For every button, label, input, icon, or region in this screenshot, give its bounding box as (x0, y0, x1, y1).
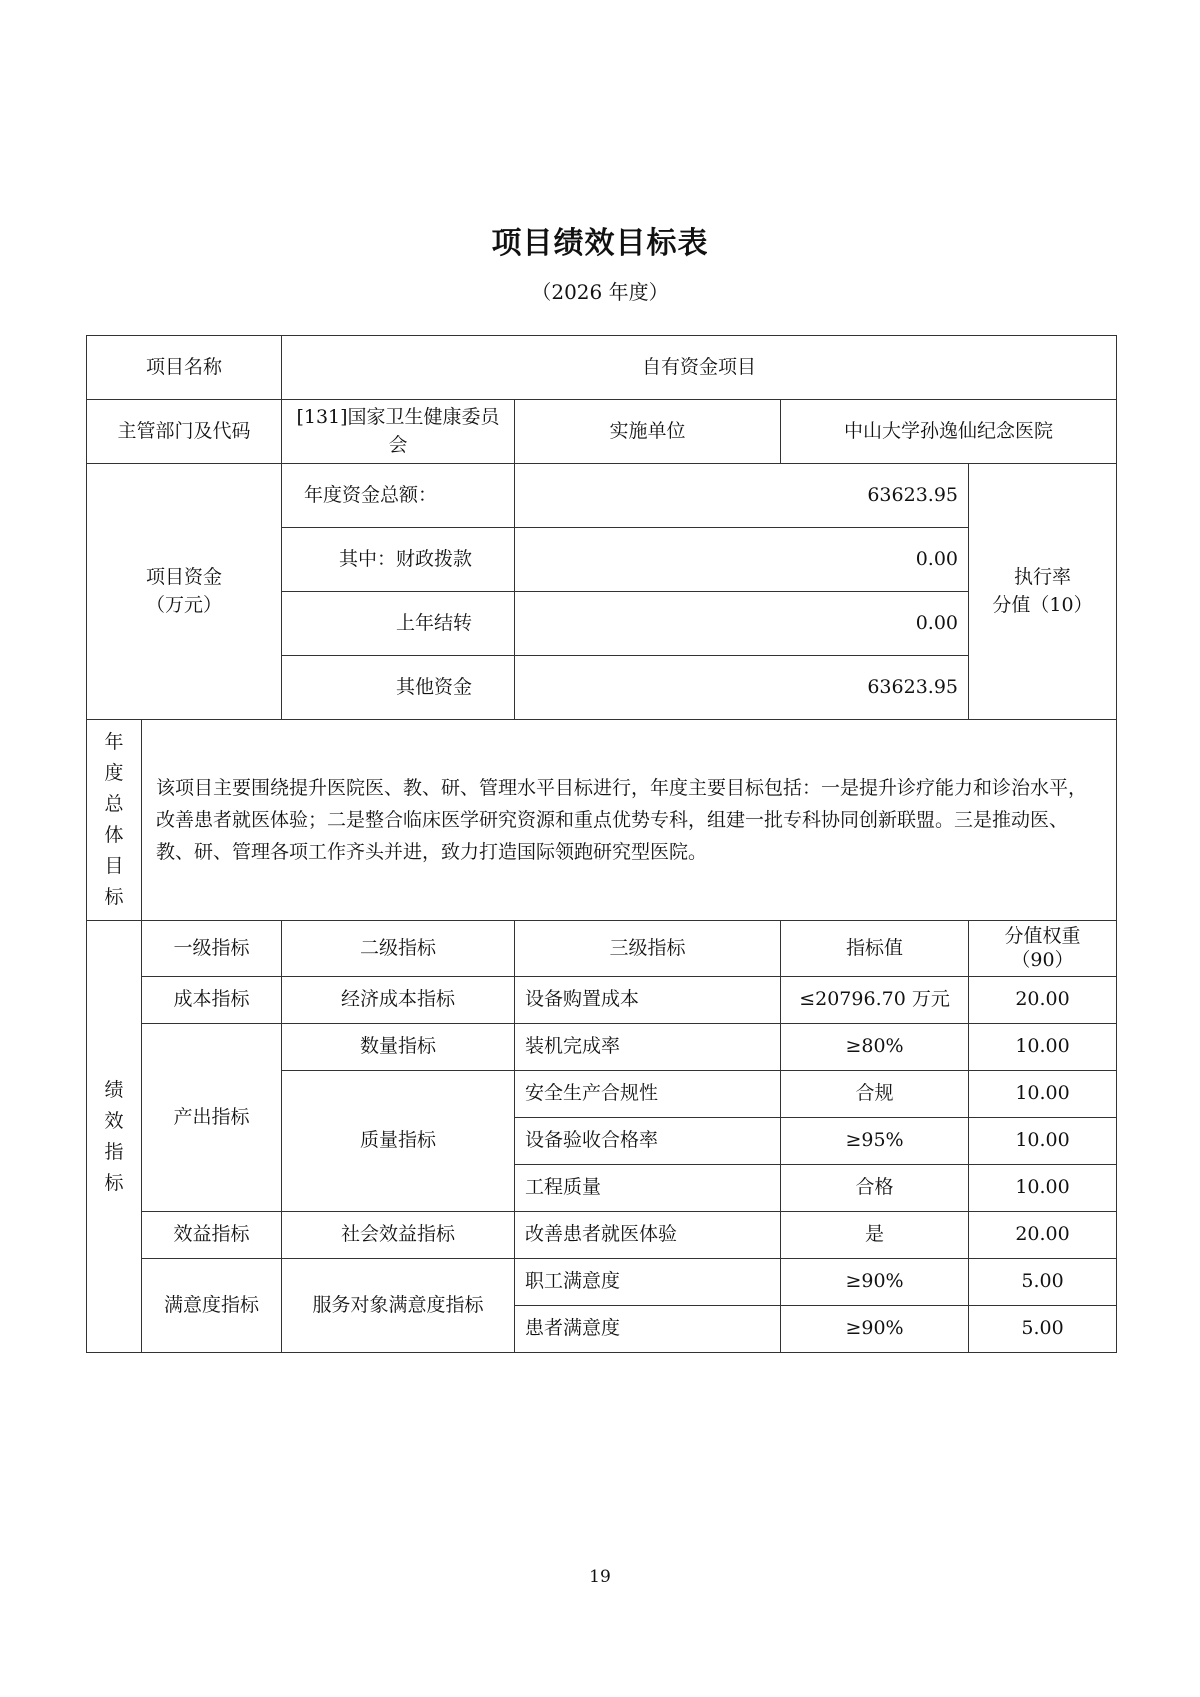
department-label: 主管部门及代码 (87, 400, 282, 464)
funds-fiscal-label: 其中：财政拨款 (282, 528, 515, 592)
subgroup-quality: 质量指标 (282, 1071, 515, 1212)
header-value: 指标值 (781, 921, 969, 977)
indicator-value: ≥90% (781, 1259, 969, 1306)
indicator-name: 工程质量 (515, 1165, 781, 1212)
indicator-weight: 5.00 (969, 1259, 1117, 1306)
funds-fiscal-value: 0.00 (515, 528, 969, 592)
page-number: 19 (589, 1567, 611, 1587)
performance-target-table (86, 335, 1117, 1353)
indicator-weight: 10.00 (969, 1071, 1117, 1118)
indicator-value: ≥95% (781, 1118, 969, 1165)
indicator-header-row (87, 921, 1117, 977)
indicator-weight: 20.00 (969, 977, 1117, 1024)
table-row (87, 977, 1117, 1024)
group-benefit: 效益指标 (142, 1212, 282, 1259)
indicators-label (87, 921, 142, 1353)
header-level3: 三级指标 (515, 921, 781, 977)
indicator-name: 职工满意度 (515, 1259, 781, 1306)
implementing-unit-label: 实施单位 (515, 400, 781, 464)
group-satisfaction: 满意度指标 (142, 1259, 282, 1353)
indicator-name: 设备验收合格率 (515, 1118, 781, 1165)
header-level1: 一级指标 (142, 921, 282, 977)
table-row (87, 1212, 1117, 1259)
department-value: [131]国家卫生健康委员会 (282, 400, 515, 464)
indicator-name: 设备购置成本 (515, 977, 781, 1024)
funds-carryover-value: 0.00 (515, 592, 969, 656)
subgroup-service-satisfaction: 服务对象满意度指标 (282, 1259, 515, 1353)
execution-rate-line2: 分值（10） (992, 593, 1093, 616)
funds-total-row (87, 464, 1117, 528)
annual-goal-label-text: 年度总体目标 (104, 731, 124, 908)
indicator-name: 改善患者就医体验 (515, 1212, 781, 1259)
indicator-value: ≤20796.70 万元 (781, 977, 969, 1024)
annual-goal-row (87, 720, 1117, 921)
subgroup-quantity: 数量指标 (282, 1024, 515, 1071)
header-weight (969, 921, 1117, 977)
header-weight-line1: 分值权重 (1004, 924, 1081, 947)
project-name-value: 自有资金项目 (282, 336, 1117, 400)
header-level2: 二级指标 (282, 921, 515, 977)
indicator-value: 合格 (781, 1165, 969, 1212)
annual-goal-label (87, 720, 142, 921)
execution-rate-cell (969, 464, 1117, 720)
header-weight-line2: （90） (1011, 948, 1074, 971)
document-title: 项目绩效目标表 (491, 226, 709, 261)
project-name-row (87, 336, 1117, 400)
indicator-value: ≥90% (781, 1306, 969, 1353)
indicators-label-text: 绩效指标 (104, 1078, 124, 1194)
funds-total-label: 年度资金总额： (282, 464, 515, 528)
funds-label-line2: （万元） (146, 593, 223, 616)
department-row (87, 400, 1117, 464)
execution-rate-line1: 执行率 (1014, 565, 1072, 588)
annual-goal-text: 该项目主要围绕提升医院医、教、研、管理水平目标进行，年度主要目标包括：一是提升诊疗能力和诊治水平，改善患者就医体验；二是整合临床医学研究资源和重点优势专科，组建一批专科协同创新联盟。三是推动医、教、研、管理各项工作齐头并进，致力打造国际领跑研究型医院。 (142, 720, 1117, 921)
indicator-weight: 20.00 (969, 1212, 1117, 1259)
funds-other-label: 其他资金 (282, 656, 515, 720)
indicator-weight: 10.00 (969, 1024, 1117, 1071)
group-output: 产出指标 (142, 1024, 282, 1212)
indicator-name: 患者满意度 (515, 1306, 781, 1353)
table-row (87, 1024, 1117, 1071)
subgroup-social-benefit: 社会效益指标 (282, 1212, 515, 1259)
indicator-name: 安全生产合规性 (515, 1071, 781, 1118)
funds-label-line1: 项目资金 (146, 565, 223, 588)
project-name-label: 项目名称 (87, 336, 282, 400)
subgroup-economic-cost: 经济成本指标 (282, 977, 515, 1024)
indicator-value: 合规 (781, 1071, 969, 1118)
document-year: （2026 年度） (531, 280, 669, 304)
indicator-weight: 10.00 (969, 1118, 1117, 1165)
funds-other-value: 63623.95 (515, 656, 969, 720)
indicator-weight: 5.00 (969, 1306, 1117, 1353)
indicator-name: 装机完成率 (515, 1024, 781, 1071)
funds-carryover-label: 上年结转 (282, 592, 515, 656)
table-row (87, 1259, 1117, 1306)
group-cost: 成本指标 (142, 977, 282, 1024)
indicator-value: ≥80% (781, 1024, 969, 1071)
funds-total-value: 63623.95 (515, 464, 969, 528)
indicator-weight: 10.00 (969, 1165, 1117, 1212)
funds-label (87, 464, 282, 720)
implementing-unit-value: 中山大学孙逸仙纪念医院 (781, 400, 1117, 464)
indicator-value: 是 (781, 1212, 969, 1259)
